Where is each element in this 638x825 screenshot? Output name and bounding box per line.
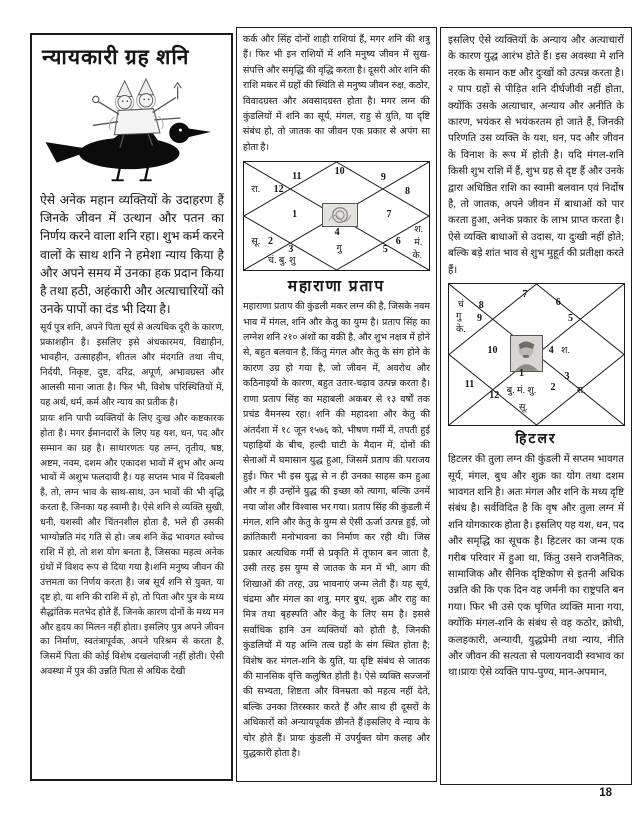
kundli-house-label: सू. xyxy=(519,402,528,413)
kundli-house-label: 11 xyxy=(464,378,475,390)
body-paragraph: प्रायः शनि पापी व्यक्तियों के लिए दुःख और कष्टकारक होता है। मगर ईमानदारों के लिए यह यश, धन, पद और सम्मान का ग्रह है। साधारणतः यह लग्न, तृतीय, षष्ठ, अष्टम, नवम, दशम और एकादश भावों में शुभ और अन्य भावों में अशुभ फलदायी है। यह सप्तम भाव में दिक्बली है, तो, लग्न भाव के साथ-साथ, उन भावों की भी वृद्धि करता है, जिनका यह स्वामी है। ऐसे शनि से व्यक्ति सुखी, धनी, यशस्वी और चिंतनशील होता है, भले ही उसकी भाग्योन्नति मंद गति से हो। जब शनि केंद्र भावगत स्वोच्च राशि में हो, तो शश योग बनता है, जिसका महत्व अनेक ग्रंथों में विशद रूप से दिया गया है।शनि मनुष्य जीवन की उत्तमता का निर्णय करता है। जब सूर्य शनि से युक्त, या दृष्ट हो, या शनि की राशि में हो, तो पिता और पुत्र के मध्य सैद्धांतिक मतभेद होते हैं, जिनके कारण दोनों के मध्य मन और हृदय का मिलन नहीं होता। इसलिए पुत्र अपने जीवन का निर्माण, स्वतंत्रापूर्वक, अपने परिश्रम से करता है, जिसमें पिता की कोई विशेष दखलंदाजी नहीं होती। ऐसी अवस्था में पुत्र की उन्नति पिता से अधिक देखी xyxy=(40,413,224,678)
kundli-house-label: मं. xyxy=(414,237,423,248)
kundli-house-label: 7 xyxy=(522,288,528,300)
kundli-house-label: 9 xyxy=(477,312,482,324)
kundli-house-label: 12 xyxy=(489,390,500,402)
kundli-house-label: 11 xyxy=(292,170,302,182)
kundli-house-label: 5 xyxy=(382,244,388,256)
right-column xyxy=(440,27,632,785)
kundli-house-label: श. xyxy=(561,346,570,357)
kundli-house-label: 4 xyxy=(334,227,340,239)
kundli-house-label: के. xyxy=(412,250,423,261)
right-top-paragraph: इसलिए ऐसे व्यक्तियों के अन्याय और अत्याचारों के कारण युद्ध आरंभ होते हैं। इस अवस्था मे शनि नरक के समान कष्ट और दुःखों को उत्पन्न करता है। २ पाप ग्रहों से पीड़ित शनि दीर्घजीवी नहीं होता, क्योंकि उसके अत्याचार, अन्याय और अनीति के कारण, भयंकर से भयंकरतम हो जाते हैं, जिनकी परिणति उस व्यक्ति के यश, धन, पद और जीवन के विनाश के रूप में होती है। यदि मंगल-शनि किसी शुभ राशि में हैं, शुभ ग्रह से दृष्ट हैं और उनके द्वारा अधिष्ठित राशि का स्वामी बलवान एवं निर्दोष है, तो जातक, अपने जीवन में बाधाओं को पार करता हुआ, अनेक प्रकार के लाभ प्राप्त करता है। ऐसे व्यक्ति बाधाओं से उदास, या दुःखी नहीं होते; बल्कि बड़े शांत भाव से शुभ मुहूर्त की प्रतीक्षा करते हैं। xyxy=(448,35,624,276)
kundli-house-label: 6 xyxy=(555,297,561,309)
kundli-house-label: 8 xyxy=(478,300,484,311)
kundli-house-label: चं xyxy=(457,299,464,310)
kundli-house-label: 4 xyxy=(548,345,554,357)
shani-on-crow-illustration xyxy=(40,75,226,187)
kundli-house-label: रा. xyxy=(251,184,261,195)
kundli-house-label: 10 xyxy=(334,165,345,177)
kundli-house-label: 6 xyxy=(395,235,401,247)
kundli-house-label: गु xyxy=(456,312,462,323)
kundli-chart-hitler xyxy=(448,283,625,426)
royal-seal-image xyxy=(322,203,358,227)
kundli-house-label: 9 xyxy=(380,172,386,184)
kundli-house-label: 3 xyxy=(564,370,570,382)
kundli-house-label: चं. बु. शु xyxy=(268,256,296,267)
page-number: 18 xyxy=(599,787,612,799)
kundli-house-label: 1 xyxy=(519,367,524,379)
middle-column xyxy=(236,27,437,782)
kundli-house-label: 8 xyxy=(404,186,410,198)
hitler-portrait-image xyxy=(510,335,543,372)
kundli-house-label: 5 xyxy=(568,312,573,324)
kundli-house-label: 1 xyxy=(292,208,298,220)
left-column xyxy=(30,33,233,781)
middle-body-paragraph: महाराणा प्रताप की कुंडली मकर लग्न की है, जिसके नवम भाव में मंगल, शनि और केतु का युग्म है। प्रताप सिंह का लग्नेश शनि २१० अंशों का वक्री है, और शुभ नक्षत्र में होने से, बहुत बलवान है, किंतु मंगल और केतु के संग होने के कारण उग्र हो गया है, जो जीवन में, अवरोध और कठिनाइयों के कारण, बहुत उतार-चढ़ाव उत्पन्न करता है। राणा प्रताप सिंह का महाबली अकबर से १३ वर्षों तक प्रचंड वैमनस्य रहा। शनि की महादशा और केतु की अंतर्दशा में १८ जून १५७६ को, भीषण गर्मी में, तपती हुई पहाड़ियों के बीच, हल्दी घाटी के मैदान में, दोनों की सेनाओं में घमासान युद्ध हुआ, जिसमें प्रताप की पराजय हुई। फिर भी इस युद्ध से न ही उनका साहस कम हुआ और न ही उन्होंने युद्ध की इच्छा को त्यागा, बल्कि उनमें नया जोश और विश्वास भर गया। प्रताप सिंह की कुंडली में मंगल, शनि और केतु के युग्म से ऐसी ऊर्जा उत्पन्न हुई, जो क्रांतिकारी मनोभावना का निर्माण कर रही थी। जिस प्रकार अत्यधिक गर्मी से प्रकृति में तूफान बन जाता है, उसी तरह इस युग्म से जातक के मन में भी, आग की शिखाओं की तरह, उग्र भावनाएं जन्म लेती हैं। यह सूर्य, चंद्रमा और मंगल का शत्रु, मगर बुध, शुक्र और राहु का मित्र तथा बृहस्पति और केतु के लिए सम है। इससे सर्वाधिक हानि उन व्यक्तियों को होती है, जिनकी कुंडलियों में यह अग्नि तत्व ग्रहों के संग स्थित होता है; विशेष कर मंगल-शनि के युति, या दृष्टि संबंध से जातक की मानसिक वृत्ति कलुषित होती है। ऐसे व्यक्ति सज्जनों की सभ्यता, शिष्टता और विनम्रता को महत्व नहीं देते, बल्कि उनका तिरस्कार करते हैं और साथ ही दूसरों के अधिकारों को अन्यायपूर्वक छीनते हैं।इसलिए वे न्याय के चोर होते हैं। प्रायः कुंडली में उपर्युक्त योग कलह और युद्धकारी होता है। xyxy=(243,302,430,760)
intro-paragraph: ऐसे अनेक महान व्यक्तियों के उदाहरण हैं जिनके जीवन में उत्थान और पतन का निर्णय करने वाला शनि रहा। शुभ कर्म करने वालों के साथ शनि ने हमेशा न्याय किया है और अपने समय में उनका हक प्रदान किया है तथा हठी, अहंकारी और अत्याचारियों को उनके पापों का दंड भी दिया है। xyxy=(40,193,224,317)
middle-top-paragraph: कर्क और सिंह दोनों शाही राशियां हैं, मगर शनि की शत्रु हैं। फिर भी इन राशियों में शनि मनुष्य जीवन में सुख-संपत्ति और समृद्धि की वृद्धि करता है। दूसरी ओर शनि की राशि मकर में ग्रहों की स्थिति से मनुष्य जीवन रुक्ष, कठोर, विवादग्रस्त और अवसादग्रस्त होता है। मगर लग्न की कुंडलियों में शनि का सूर्य, मंगल, राहु से युति, या दृष्टि संबंध हो, तो जातक का जीवन एक प्रकार से अपंग सा होता है। xyxy=(243,35,430,153)
kundli-house-label: गु xyxy=(336,244,342,255)
page-title: न्यायकारी ग्रह शनि xyxy=(42,45,190,69)
kundli-house-label: 2 xyxy=(550,381,556,393)
kundli-house-label: श. xyxy=(414,224,424,235)
kundli-house-label: बु. मं. शु. xyxy=(506,385,537,396)
kundli-house-label: 2 xyxy=(268,235,274,247)
kundli-house-label: के. xyxy=(456,324,466,335)
right-body-paragraph: हिटलर की तुला लग्न की कुंडली में सप्तम भावगत सूर्य, मंगल, बुध और शुक्र का योग तथा दशम भावगत शनि है। अतः मंगल और शनि के मध्य दृष्टि संबंध है। सर्वविदित है कि वृष और तुला लग्न में शनि योगकारक होता है। इसलिए यह यश, धन, पद और समृद्धि का सूचक है। हिटलर का जन्म एक गरीब परिवार में हुआ था, किंतु उसने राजनैतिक, सामाजिक और सैनिक दृष्टिकोण से इतनी अधिक उन्नति की कि एक दिन वह जर्मनी का राष्ट्रपति बन गया। फिर भी उसे एक घृणित व्यक्ति माना गया, क्योंकि मंगल-शनि के संबंध से वह कठोर, क्रोधी, कलहकारी, अन्यायी, युद्धप्रेमी तथा न्याय, नीति और जीवन की सत्यता से पलायनवादी स्वभाव का था।प्रायः ऐसे व्यक्ति पाप-पुण्य, मान-अपमान, xyxy=(448,454,624,679)
chart-caption-hitler: हिटलर xyxy=(515,432,557,448)
kundli-house-label: सू. xyxy=(251,236,261,247)
kundli-house-label: रा. xyxy=(576,385,586,396)
kundli-house-label: 12 xyxy=(273,183,284,195)
kundli-house-label: 10 xyxy=(487,345,498,357)
kundli-chart-maharana-pratap xyxy=(243,161,430,271)
kundli-house-label: 7 xyxy=(386,208,392,220)
body-paragraph: सूर्य पुत्र शनि, अपने पिता सूर्य से अत्यधिक दूरी के कारण, प्रकाशहीन है। इसलिए इसे अंधकारमय, विद्याहीन, भावहीन, उत्साहहीन, शीतल और मंदगति तथा नीच, निर्दयी, निकृष्ट, दुष्ट, दरिद्र, अपूर्ण, अभावग्रस्त और आलसी माना जाता है। फिर भी, विशेष परिस्थितियों में, यह अर्थ, धर्म, कर्म और न्याय का प्रतीक है। xyxy=(40,323,224,408)
chart-caption-maharana-pratap: महाराणा प्रताप xyxy=(287,278,386,296)
kundli-house-label: 3 xyxy=(288,244,294,256)
